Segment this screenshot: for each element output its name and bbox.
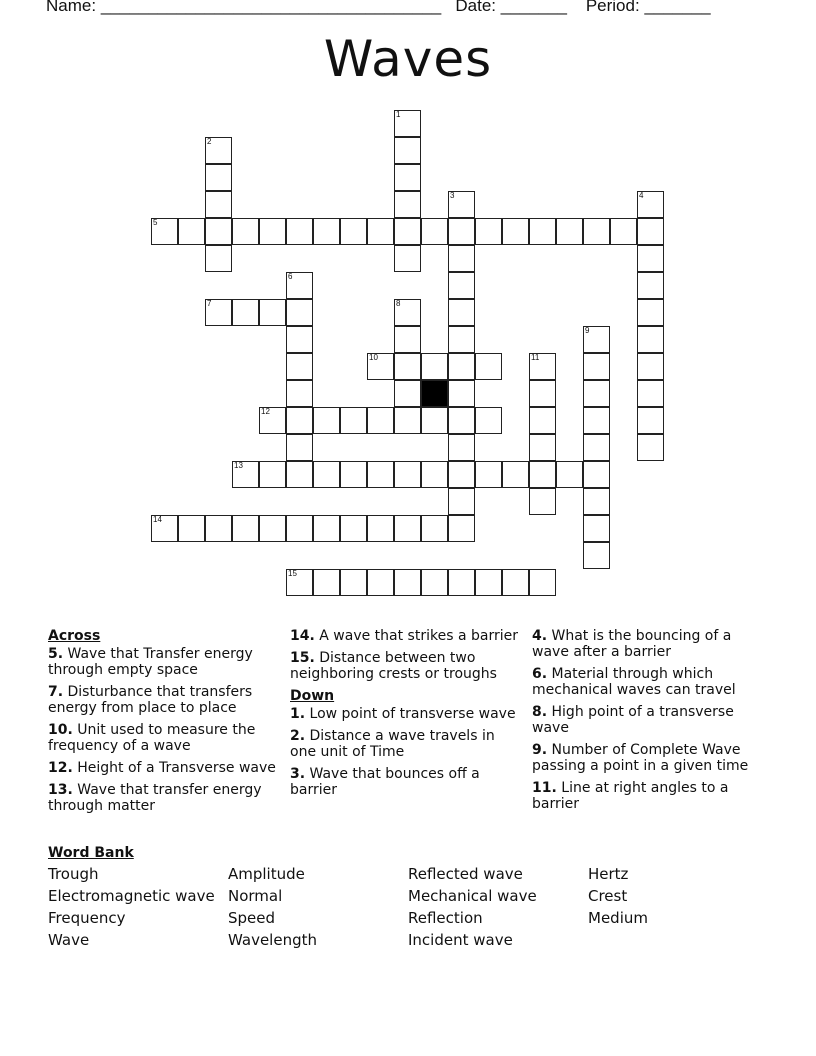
word-bank-item: Mechanical wave — [408, 887, 537, 905]
right-column — [532, 628, 760, 818]
crossword-cell[interactable] — [205, 245, 232, 272]
crossword-cell[interactable] — [637, 299, 664, 326]
down-clue — [290, 706, 518, 722]
clue-number-label: 2 — [207, 137, 212, 146]
crossword-cell[interactable] — [259, 218, 286, 245]
clue-number: 1. — [290, 706, 306, 722]
crossword-cell[interactable] — [448, 380, 475, 407]
crossword-cell[interactable] — [583, 542, 610, 569]
crossword-cell[interactable] — [286, 218, 313, 245]
clue-text: Distance a wave travels in one unit of Time — [290, 728, 495, 760]
word-bank-item: Wave — [48, 931, 90, 949]
crossword-cell[interactable] — [475, 218, 502, 245]
clue-text: Wave that bounces off a barrier — [290, 766, 480, 798]
crossword-cell[interactable] — [232, 515, 259, 542]
crossword-cell[interactable] — [448, 569, 475, 596]
word-bank-item: Hertz — [588, 865, 629, 883]
across-clue — [290, 628, 518, 644]
across-clue — [48, 646, 276, 678]
across-clue — [48, 760, 276, 776]
crossword-cell[interactable] — [448, 461, 475, 488]
crossword-cell[interactable] — [340, 218, 367, 245]
period-label: Period: — [585, 0, 640, 15]
crossword-cell[interactable] — [259, 299, 286, 326]
down-clue — [532, 742, 760, 774]
clue-number: 9. — [532, 742, 548, 758]
crossword-cell[interactable] — [286, 326, 313, 353]
crossword-cell[interactable] — [448, 218, 475, 245]
crossword-cell[interactable] — [286, 461, 313, 488]
crossword-cell[interactable] — [583, 380, 610, 407]
crossword-cell[interactable] — [313, 569, 340, 596]
word-bank-item: Frequency — [48, 909, 126, 927]
crossword-cell[interactable] — [448, 245, 475, 272]
crossword-cell[interactable] — [529, 218, 556, 245]
crossword-cell[interactable] — [394, 461, 421, 488]
word-bank-item: Reflection — [408, 909, 483, 927]
crossword-cell[interactable] — [394, 407, 421, 434]
crossword-cell[interactable] — [637, 218, 664, 245]
clue-number: 4. — [532, 628, 548, 644]
crossword-cell[interactable] — [232, 299, 259, 326]
crossword-cell[interactable] — [448, 191, 475, 218]
crossword-cell[interactable] — [205, 191, 232, 218]
crossword-cell[interactable] — [286, 515, 313, 542]
crossword-cell[interactable] — [151, 515, 178, 542]
clue-text: Line at right angles to a barrier — [532, 780, 729, 812]
word-bank-item: Crest — [588, 887, 628, 905]
clue-text: Height of a Transverse wave — [77, 760, 276, 776]
crossword-cell[interactable] — [421, 569, 448, 596]
crossword-cell[interactable] — [475, 407, 502, 434]
crossword-cell[interactable] — [340, 461, 367, 488]
clue-number-label: 9 — [585, 326, 590, 335]
clue-number: 7. — [48, 684, 64, 700]
crossword-cell[interactable] — [529, 380, 556, 407]
crossword-cell[interactable] — [529, 434, 556, 461]
down-clue — [532, 628, 760, 660]
name-label: Name: — [46, 0, 97, 15]
word-bank-item: Reflected wave — [408, 865, 523, 883]
clue-text: High point of a transverse wave — [532, 704, 734, 736]
crossword-cell[interactable] — [205, 515, 232, 542]
crossword-cell[interactable] — [637, 326, 664, 353]
name-blank[interactable]: ____________________________________ — [100, 0, 442, 15]
clue-number-label: 1 — [396, 110, 401, 119]
period-blank[interactable]: _______ — [644, 0, 711, 15]
clue-number: 15. — [290, 650, 315, 666]
crossword-cell[interactable] — [421, 515, 448, 542]
crossword-cell[interactable] — [286, 272, 313, 299]
crossword-cell[interactable] — [583, 488, 610, 515]
crossword-block — [421, 380, 448, 407]
crossword-cell[interactable] — [637, 272, 664, 299]
crossword-cell[interactable] — [421, 218, 448, 245]
word-bank-item: Medium — [588, 909, 648, 927]
crossword-cell[interactable] — [448, 434, 475, 461]
down-clue — [290, 728, 518, 760]
clue-number-label: 7 — [207, 299, 212, 308]
crossword-cell[interactable] — [313, 461, 340, 488]
crossword-cell[interactable] — [637, 353, 664, 380]
crossword-cell[interactable] — [394, 569, 421, 596]
crossword-cell[interactable] — [205, 164, 232, 191]
across-heading: Across — [48, 628, 101, 644]
crossword-cell[interactable] — [583, 434, 610, 461]
clue-number-label: 3 — [450, 191, 455, 200]
crossword-cell[interactable] — [394, 245, 421, 272]
crossword-cell[interactable] — [286, 299, 313, 326]
across-clue — [290, 650, 518, 682]
crossword-cell[interactable] — [394, 380, 421, 407]
across-clue — [48, 722, 276, 754]
clue-text: A wave that strikes a barrier — [319, 628, 518, 644]
clue-number: 3. — [290, 766, 306, 782]
date-label: Date: — [455, 0, 496, 15]
crossword-cell[interactable] — [286, 434, 313, 461]
clue-number: 10. — [48, 722, 73, 738]
crossword-cell[interactable] — [637, 380, 664, 407]
crossword-cell[interactable] — [502, 569, 529, 596]
word-bank-item: Speed — [228, 909, 276, 927]
crossword-cell[interactable] — [205, 137, 232, 164]
clue-text: Wave that transfer energy through matter — [48, 782, 262, 814]
crossword-cell[interactable] — [529, 407, 556, 434]
across-clue — [48, 782, 276, 814]
crossword-cell[interactable] — [583, 407, 610, 434]
crossword-cell[interactable] — [556, 461, 583, 488]
crossword-cell[interactable] — [259, 407, 286, 434]
crossword-cell[interactable] — [286, 569, 313, 596]
crossword-cell[interactable] — [637, 407, 664, 434]
clue-number-label: 14 — [153, 515, 162, 524]
clue-text: Distance between two neighboring crests or troughs — [290, 650, 497, 682]
word-bank-item: Normal — [228, 887, 283, 905]
crossword-cell[interactable] — [259, 461, 286, 488]
crossword-cell[interactable] — [448, 272, 475, 299]
crossword-cell[interactable] — [502, 461, 529, 488]
clue-number-label: 13 — [234, 461, 243, 470]
crossword-cell[interactable] — [286, 380, 313, 407]
clue-number: 5. — [48, 646, 64, 662]
clue-number-label: 11 — [531, 353, 540, 362]
clue-number-label: 15 — [288, 569, 297, 578]
middle-column — [290, 628, 518, 804]
crossword-cell[interactable] — [205, 218, 232, 245]
crossword-cell[interactable] — [529, 488, 556, 515]
crossword-cell[interactable] — [421, 407, 448, 434]
clue-text: Material through which mechanical waves can travel — [532, 666, 736, 698]
crossword-cell[interactable] — [286, 407, 313, 434]
crossword-cell[interactable] — [637, 245, 664, 272]
crossword-cell[interactable] — [394, 515, 421, 542]
word-bank-item: Wavelength — [228, 931, 317, 949]
crossword-cell[interactable] — [394, 353, 421, 380]
clue-text: Number of Complete Wave passing a point in a given time — [532, 742, 749, 774]
crossword-cell[interactable] — [232, 461, 259, 488]
crossword-cell[interactable] — [340, 569, 367, 596]
word-bank-item: Incident wave — [408, 931, 513, 949]
crossword-cell[interactable] — [232, 218, 259, 245]
crossword-cell[interactable] — [448, 326, 475, 353]
crossword-cell[interactable] — [313, 407, 340, 434]
across-clue — [48, 684, 276, 716]
crossword-cell[interactable] — [583, 515, 610, 542]
crossword-cell[interactable] — [367, 515, 394, 542]
crossword-cell[interactable] — [475, 569, 502, 596]
word-bank-heading: Word Bank — [48, 845, 134, 861]
crossword-cell[interactable] — [286, 353, 313, 380]
down-heading: Down — [290, 688, 335, 704]
crossword-cell[interactable] — [313, 515, 340, 542]
crossword-cell[interactable] — [475, 353, 502, 380]
clue-number: 13. — [48, 782, 73, 798]
crossword-cell[interactable] — [448, 299, 475, 326]
crossword-cell[interactable] — [448, 407, 475, 434]
word-bank — [48, 845, 768, 950]
crossword-cell[interactable] — [394, 137, 421, 164]
crossword-cell[interactable] — [502, 218, 529, 245]
crossword-cell[interactable] — [367, 218, 394, 245]
word-bank-item: Amplitude — [228, 865, 305, 883]
crossword-cell[interactable] — [178, 515, 205, 542]
word-bank-item: Trough — [48, 865, 99, 883]
clue-text: Disturbance that transfers energy from place to place — [48, 684, 253, 716]
crossword-cell[interactable] — [556, 218, 583, 245]
crossword-cell[interactable] — [637, 191, 664, 218]
crossword-cell[interactable] — [367, 407, 394, 434]
across-column — [48, 628, 276, 820]
clue-number: 2. — [290, 728, 306, 744]
clue-number-label: 10 — [369, 353, 378, 362]
crossword-cell[interactable] — [340, 515, 367, 542]
crossword-cell[interactable] — [394, 326, 421, 353]
clue-number: 8. — [532, 704, 548, 720]
crossword-cell[interactable] — [448, 353, 475, 380]
clue-number-label: 12 — [261, 407, 270, 416]
crossword-cell[interactable] — [529, 461, 556, 488]
crossword-cell[interactable] — [178, 218, 205, 245]
crossword-cell[interactable] — [313, 218, 340, 245]
clue-text: Low point of transverse wave — [309, 706, 516, 722]
clue-text: Unit used to measure the frequency of a wave — [48, 722, 256, 754]
clue-text: Wave that Transfer energy through empty space — [48, 646, 253, 678]
crossword-cell[interactable] — [394, 218, 421, 245]
down-clue — [532, 780, 760, 812]
clue-number-label: 4 — [639, 191, 644, 200]
crossword-cell[interactable] — [394, 110, 421, 137]
crossword-cell[interactable] — [367, 353, 394, 380]
crossword-cell[interactable] — [394, 164, 421, 191]
down-clue — [290, 766, 518, 798]
crossword-cell[interactable] — [421, 353, 448, 380]
crossword-cell[interactable] — [394, 191, 421, 218]
crossword-cell[interactable] — [610, 218, 637, 245]
clue-number-label: 8 — [396, 299, 401, 308]
crossword-cell[interactable] — [340, 407, 367, 434]
crossword-cell[interactable] — [529, 569, 556, 596]
crossword-cell[interactable] — [448, 515, 475, 542]
clue-number-label: 5 — [153, 218, 158, 227]
clue-number-label: 6 — [288, 272, 293, 281]
crossword-cell[interactable] — [367, 461, 394, 488]
clue-number: 11. — [532, 780, 557, 796]
crossword-cell[interactable] — [448, 488, 475, 515]
clue-number: 6. — [532, 666, 548, 682]
down-clue — [532, 704, 760, 736]
word-bank-item: Electromagnetic wave — [48, 887, 215, 905]
clue-number: 14. — [290, 628, 315, 644]
crossword-cell[interactable] — [583, 218, 610, 245]
crossword-cell[interactable] — [394, 299, 421, 326]
crossword-cell[interactable] — [583, 353, 610, 380]
crossword-cell[interactable] — [205, 299, 232, 326]
page-title: Waves — [323, 30, 493, 88]
crossword-cell[interactable] — [475, 461, 502, 488]
crossword-cell[interactable] — [529, 353, 556, 380]
down-clue — [532, 666, 760, 698]
crossword-cell[interactable] — [259, 515, 286, 542]
crossword-cell[interactable] — [583, 326, 610, 353]
crossword-cell[interactable] — [367, 569, 394, 596]
crossword-cell[interactable] — [637, 434, 664, 461]
crossword-cell[interactable] — [583, 461, 610, 488]
date-blank[interactable]: _______ — [500, 0, 567, 15]
crossword-cell[interactable] — [151, 218, 178, 245]
clue-text: What is the bouncing of a wave after a barrier — [532, 628, 732, 660]
crossword-cell[interactable] — [421, 461, 448, 488]
clue-number: 12. — [48, 760, 73, 776]
